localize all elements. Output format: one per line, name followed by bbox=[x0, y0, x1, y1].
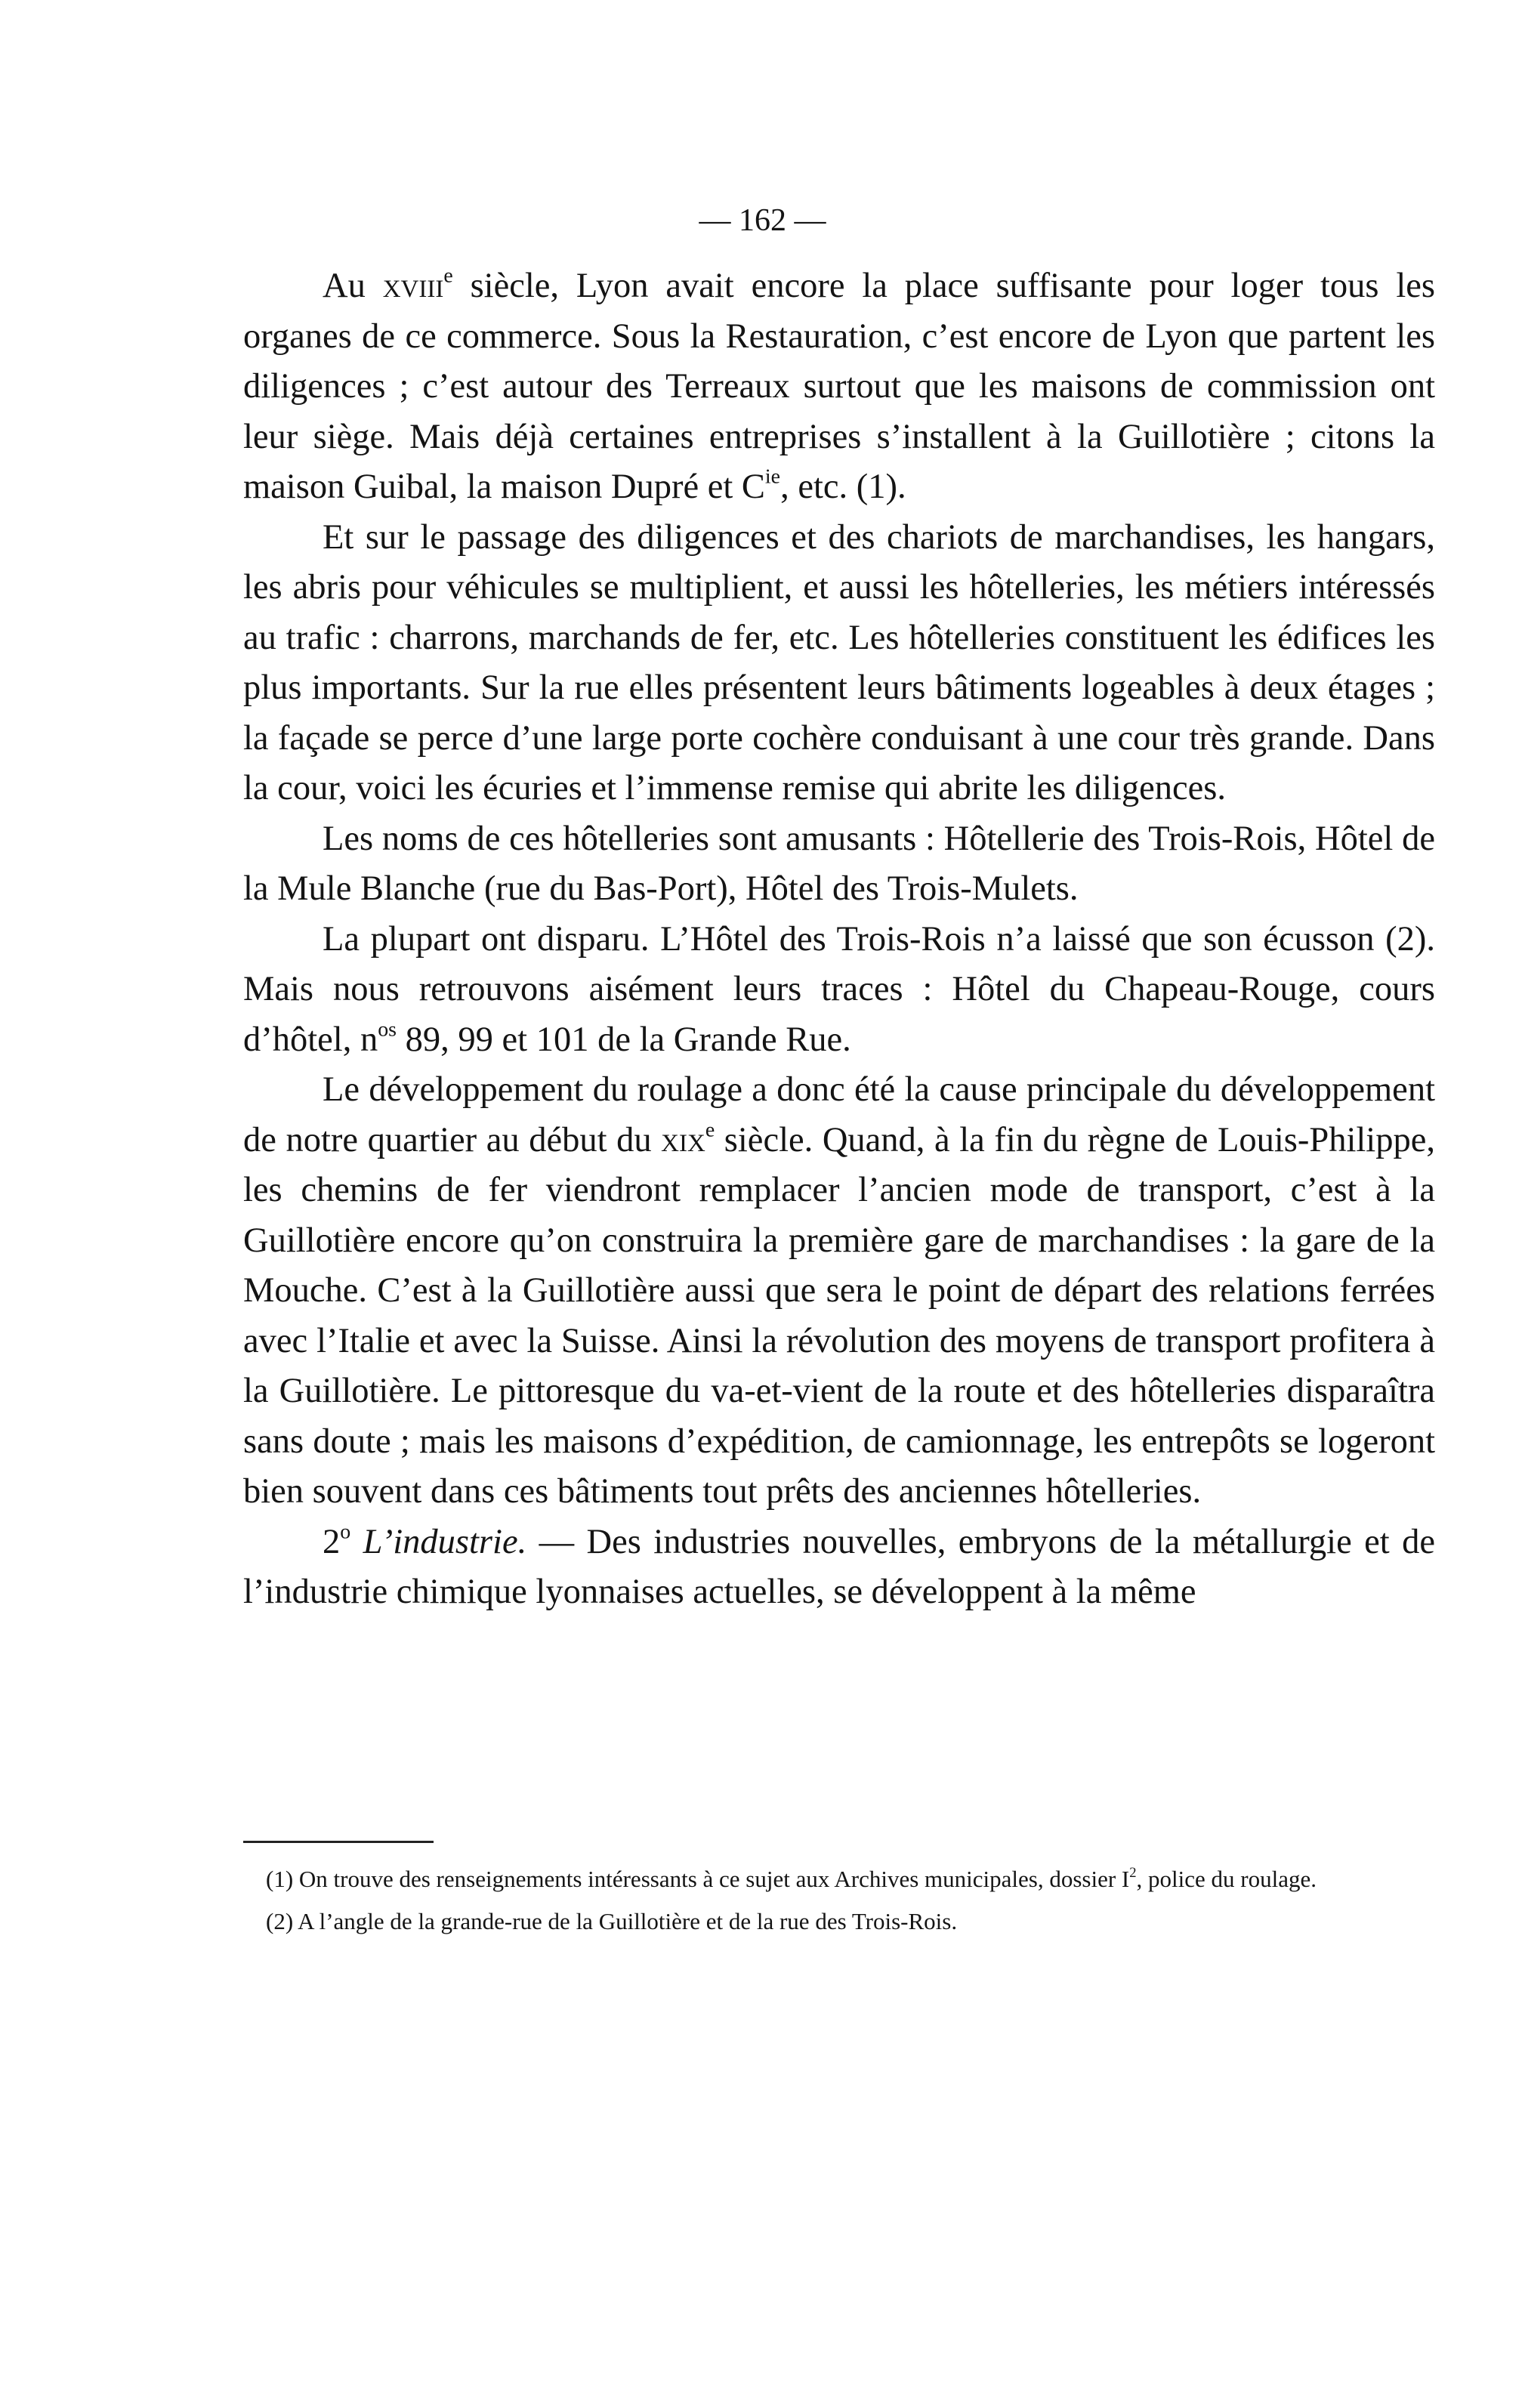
footnote-1 bbox=[243, 1863, 1435, 1895]
para4-tail: 89, 99 et 101 de la Grande Rue. bbox=[397, 1020, 851, 1059]
section-number: 2 bbox=[323, 1522, 341, 1561]
para5-tail: siècle. Quand, à la fin du règne de Louis-Philippe, les chemins de fer viendront remplacer l’ancien mode de transport, c’est à la Guillotière encore qu’on construira la première gare de marchandises : la gare de la Mouche. C’est à la Guillotière aussi que sera le point de départ des relations ferrées avec l’Italie et avec la Suisse. Ainsi la révolution des moyens de transport profitera à la Guillotière. Le pittoresque du va-et-vient de la route et des hôtelleries disparaîtra sans doute ; mais les maisons d’expédition, de camionnage, les entrepôts se logeront bien souvent dans ces bâtiments tout prêts des anciennes hôtelleries. bbox=[243, 1120, 1435, 1511]
para1-lead: Au bbox=[323, 267, 383, 305]
para4-text: La plupart ont disparu. L’Hôtel des Trois-Rois n’a laissé que son écusson (2). Mais nous retrouvons aisément leurs traces : Hôtel du Chapeau-Rouge, cours d’hôtel, n bbox=[243, 919, 1435, 1059]
superscript: o bbox=[340, 1519, 351, 1543]
superscript: e bbox=[443, 264, 453, 288]
superscript: e bbox=[705, 1117, 715, 1141]
superscript: 2 bbox=[1129, 1864, 1137, 1881]
paragraph-1 bbox=[243, 261, 1435, 513]
superscript: os bbox=[378, 1017, 397, 1041]
footnotes bbox=[243, 1863, 1435, 1947]
para1-text: siècle, Lyon avait encore la place suffisante pour loger tous les organes de ce commerce. Sous la Restauration, c’est encore de Lyon que partent les diligences ; c’est autour des Terreaux surtout que les maisons de commission ont leur siège. Mais déjà certaines entreprises s’installent à la Guillotière ; citons la maison Guibal, la maison Dupré et C bbox=[243, 267, 1435, 506]
paragraph-2 bbox=[243, 513, 1435, 814]
paragraph-3 bbox=[243, 814, 1435, 915]
paragraph-5 bbox=[243, 1065, 1435, 1517]
footnote-rule bbox=[243, 1841, 434, 1843]
paragraph-4 bbox=[243, 915, 1435, 1066]
footnote-2-text: (2) A l’angle de la grande-rue de la Guillotière et de la rue des Trois-Rois. bbox=[266, 1908, 958, 1934]
page-number: — 162 — bbox=[699, 203, 826, 238]
paragraph-6 bbox=[243, 1517, 1435, 1618]
footnote-1-text: (1) On trouve des renseignements intéressants à ce sujet aux Archives municipales, dossier I bbox=[266, 1866, 1130, 1892]
footnote-1-tail: , police du roulage. bbox=[1136, 1866, 1317, 1892]
para5-text: Le développement du roulage a donc été la cause principale du développement de notre quartier au début du bbox=[243, 1070, 1435, 1159]
century-numeral: xix bbox=[661, 1120, 705, 1159]
para3-text: Les noms de ces hôtelleries sont amusants : Hôtellerie des Trois-Rois, Hôtel de la Mule Blanche (rue du Bas-Port), Hôtel des Trois-Mulets. bbox=[243, 819, 1435, 908]
para1-tail: , etc. (1). bbox=[780, 468, 906, 506]
footnote-2 bbox=[243, 1905, 1435, 1937]
superscript: ie bbox=[764, 465, 781, 489]
century-numeral: xviii bbox=[382, 267, 444, 305]
para2-text: Et sur le passage des diligences et des chariots de marchandises, les hangars, les abris pour véhicules se multiplient, et aussi les hôtelleries, les métiers intéressés au trafic : charrons, marchands de fer, etc. Les hôtelleries constituent les édifices les plus importants. Sur la rue elles présentent leurs bâtiments logeables à deux étages ; la façade se perce d’une large porte cochère conduisant à une cour très grande. Dans la cour, voici les écuries et l’immense remise qui abrite les diligences. bbox=[243, 517, 1435, 807]
section-heading: L’industrie. bbox=[363, 1522, 527, 1561]
body-text bbox=[243, 261, 1435, 1618]
para6-text: — Des industries nouvelles, embryons de la métallurgie et de l’industrie chimique lyonnaises actuelles, se développent à la même bbox=[243, 1522, 1436, 1611]
